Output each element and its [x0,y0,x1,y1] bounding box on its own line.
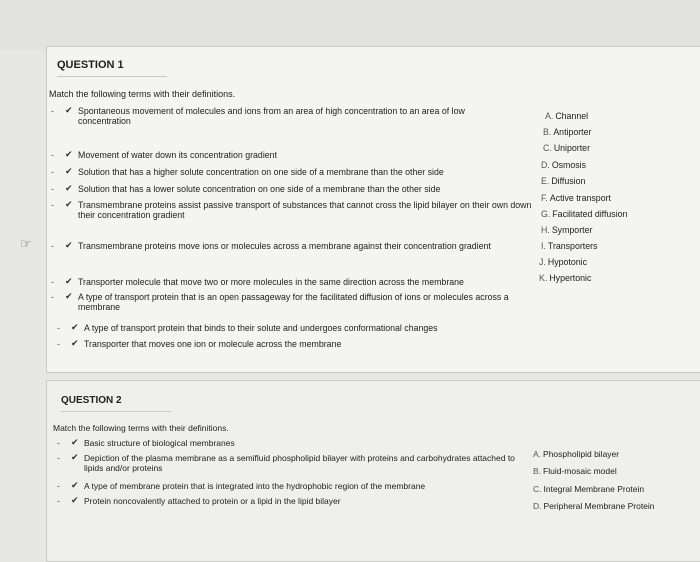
q2-choice-d: D. Peripheral Membrane Protein [533,501,655,511]
q1-item-6[interactable]: - ✔ Transmembrane proteins move ions or molecules across a membrane against their concentration gradient [51,240,491,251]
q1-choice-d: D. Osmosis [541,160,587,170]
dash-marker: - [51,106,54,116]
dash-marker: - [51,292,54,302]
dash-marker: - [51,241,54,251]
dash-marker: - [57,339,60,349]
q1-choice-k: K. Hypertonic [539,273,592,283]
dash-marker: - [51,150,54,160]
q2-item-4[interactable]: - ✔ Protein noncovalently attached to protein or a lipid in the lipid bilayer [57,495,341,506]
dash-marker: - [51,200,54,210]
q1-item-10[interactable]: - ✔ Transporter that moves one ion or molecule across the membrane [57,338,342,349]
chevron-down-icon[interactable]: ✔ [65,105,73,115]
q2-choice-b: B. Fluid-mosaic model [533,466,617,476]
chevron-down-icon[interactable]: ✔ [71,338,79,348]
q1-choice-a: A. Channel [545,111,589,121]
q1-item-2[interactable]: - ✔ Movement of water down its concentration gradient [51,149,278,160]
dash-marker: - [57,496,60,506]
q2-choice-c: C. Integral Membrane Protein [533,484,645,494]
q1-item-1[interactable]: - ✔ Spontaneous movement of molecules and ions from an area of high concentration to an area of low concentration [51,105,465,126]
q1-item-9[interactable]: - ✔ A type of transport protein that binds to their solute and undergoes conformational changes [57,322,438,333]
q1-item-5[interactable]: - ✔ Transmembrane proteins assist passive transport of substances that cannot cross the lipid bilayer on their own down their concentration gradient [51,199,532,220]
chevron-down-icon[interactable]: ✔ [65,240,73,250]
q1-choice-b: B. Antiporter [543,127,592,137]
question-2-title: QUESTION 2 [61,395,171,412]
question-1-title: QUESTION 1 [57,59,167,77]
q2-item-3[interactable]: - ✔ A type of membrane protein that is integrated into the hydrophobic region of the membrane [57,480,426,491]
q1-choice-f: F. Active transport [541,193,611,203]
q1-choice-j: J. Hypotonic [539,257,587,267]
chevron-down-icon[interactable]: ✔ [71,437,79,447]
dash-marker: - [57,453,60,463]
q1-item-3[interactable]: - ✔ Solution that has a higher solute concentration on one side of a membrane than the other side [51,166,444,177]
chevron-down-icon[interactable]: ✔ [71,452,79,462]
question-2-instruction: Match the following terms with their definitions. [53,423,229,433]
q1-item-4[interactable]: - ✔ Solution that has a lower solute concentration on one side of a membrane than the other side [51,183,441,194]
q1-choice-i: I. Transporters [541,241,598,251]
dash-marker: - [51,277,54,287]
chevron-down-icon[interactable]: ✔ [65,149,73,159]
q2-item-2[interactable]: - ✔ Depiction of the plasma membrane as a semifluid phospholipid bilayer with proteins and carbohydrates attached to lipids and/or proteins [57,452,515,473]
cursor-icon: ☞ [20,236,32,251]
dash-marker: - [51,167,54,177]
dash-marker: - [57,481,60,491]
dash-marker: - [57,323,60,333]
q1-item-7[interactable]: - ✔ Transporter molecule that move two or more molecules in the same direction across the membrane [51,276,464,287]
chevron-down-icon[interactable]: ✔ [65,183,73,193]
question-1-panel [46,46,700,373]
chevron-down-icon[interactable]: ✔ [65,166,73,176]
chevron-down-icon[interactable]: ✔ [65,199,73,209]
q2-choice-a: A. Phospholipid bilayer [533,449,620,459]
page-background [0,0,700,50]
question-2-panel [46,380,700,562]
q1-choice-c: C. Uniporter [543,143,590,153]
q2-item-1[interactable]: - ✔ Basic structure of biological membranes [57,437,235,448]
q1-choice-e: E. Diffusion [541,176,586,186]
q1-choice-g: G. Facilitated diffusion [541,209,628,219]
chevron-down-icon[interactable]: ✔ [71,495,79,505]
chevron-down-icon[interactable]: ✔ [71,480,79,490]
question-1-instruction: Match the following terms with their definitions. [49,89,236,99]
q1-choice-h: H. Symporter [541,225,593,235]
chevron-down-icon[interactable]: ✔ [71,322,79,332]
dash-marker: - [57,438,60,448]
q1-item-8[interactable]: - ✔ A type of transport protein that is an open passageway for the facilitated diffusion of ions or molecules across a membrane [51,291,509,312]
chevron-down-icon[interactable]: ✔ [65,276,73,286]
dash-marker: - [51,184,54,194]
chevron-down-icon[interactable]: ✔ [65,291,73,301]
